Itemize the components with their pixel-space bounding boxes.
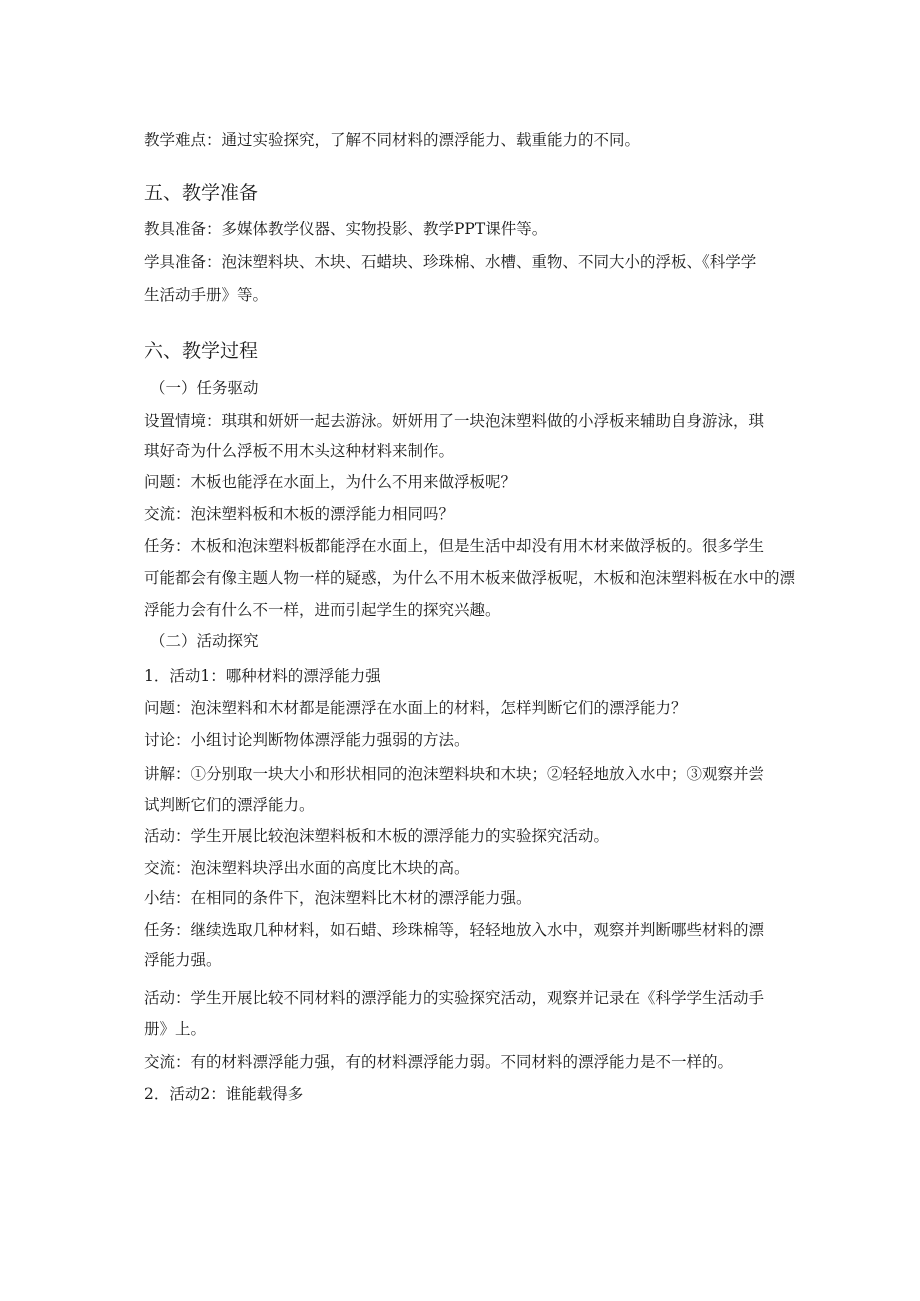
activity-1-activity2-line2: 册》上。 [144, 1020, 207, 1038]
activity-1-exchange2: 交流：有的材料漂浮能力强，有的材料漂浮能力弱。不同材料的漂浮能力是不一样的。 [144, 1053, 734, 1071]
part-2-heading: （二）活动探究 [150, 632, 259, 650]
part-1-heading: （一）任务驱动 [150, 379, 259, 397]
activity-1-summary: 小结：在相同的条件下，泡沫塑料比木材的漂浮能力强。 [144, 889, 532, 907]
activity-1-exchange: 交流：泡沫塑料块浮出水面的高度比木块的高。 [144, 859, 470, 877]
activity-1-explanation-line1: 讲解：①分别取一块大小和形状相同的泡沫塑料块和木块；②轻轻地放入水中；③观察并尝 [144, 765, 765, 783]
teaching-aids: 教具准备：多媒体教学仪器、实物投影、教学PPT课件等。 [144, 220, 548, 238]
activity-2-heading: 2．活动2：谁能载得多 [144, 1085, 304, 1103]
section-6-heading: 六、教学过程 [144, 340, 259, 362]
activity-1-task-line1: 任务：继续选取几种材料，如石蜡、珍珠棉等，轻轻地放入水中，观察并判断哪些材料的漂 [144, 921, 765, 939]
task-line2: 可能都会有像主题人物一样的疑惑，为什么不用木板来做浮板呢，木板和泡沫塑料板在水中的漂 [144, 569, 796, 587]
activity-1-activity2-line1: 活动：学生开展比较不同材料的漂浮能力的实验探究活动，观察并记录在《科学学生活动手 [144, 989, 765, 1007]
activity-1-heading: 1．活动1：哪种材料的漂浮能力强 [144, 667, 381, 685]
activity-1-discussion: 讨论：小组讨论判断物体漂浮能力强弱的方法。 [144, 731, 470, 749]
task-line3: 浮能力会有什么不一样，进而引起学生的探究兴趣。 [144, 601, 501, 619]
activity-1-task-line2: 浮能力强。 [144, 951, 222, 969]
question-paragraph: 问题：木板也能浮在水面上，为什么不用来做浮板呢？ [144, 473, 517, 491]
activity-1-question: 问题：泡沫塑料和木材都是能漂浮在水面上的材料，怎样判断它们的漂浮能力？ [144, 699, 687, 717]
scenario-line2: 琪好奇为什么浮板不用木头这种材料来制作。 [144, 442, 455, 460]
task-line1: 任务：木板和泡沫塑料板都能浮在水面上，但是生活中却没有用木材来做浮板的。很多学生 [144, 537, 765, 555]
activity-1-activity: 活动：学生开展比较泡沫塑料板和木板的漂浮能力的实验探究活动。 [144, 827, 610, 845]
teaching-difficulty: 教学难点：通过实验探究，了解不同材料的漂浮能力、载重能力的不同。 [144, 131, 641, 149]
scenario-line1: 设置情境：琪琪和妍妍一起去游泳。妍妍用了一块泡沫塑料做的小浮板来辅助自身游泳，琪 [144, 412, 765, 430]
student-materials-line2: 生活动手册》等。 [144, 286, 269, 304]
section-5-heading: 五、教学准备 [144, 182, 259, 204]
activity-1-explanation-line2: 试判断它们的漂浮能力。 [144, 796, 315, 814]
exchange-paragraph: 交流：泡沫塑料板和木板的漂浮能力相同吗？ [144, 505, 455, 523]
student-materials-line1: 学具准备：泡沫塑料块、木块、石蜡块、珍珠棉、水槽、重物、不同大小的浮板、《科学学 [144, 253, 757, 271]
